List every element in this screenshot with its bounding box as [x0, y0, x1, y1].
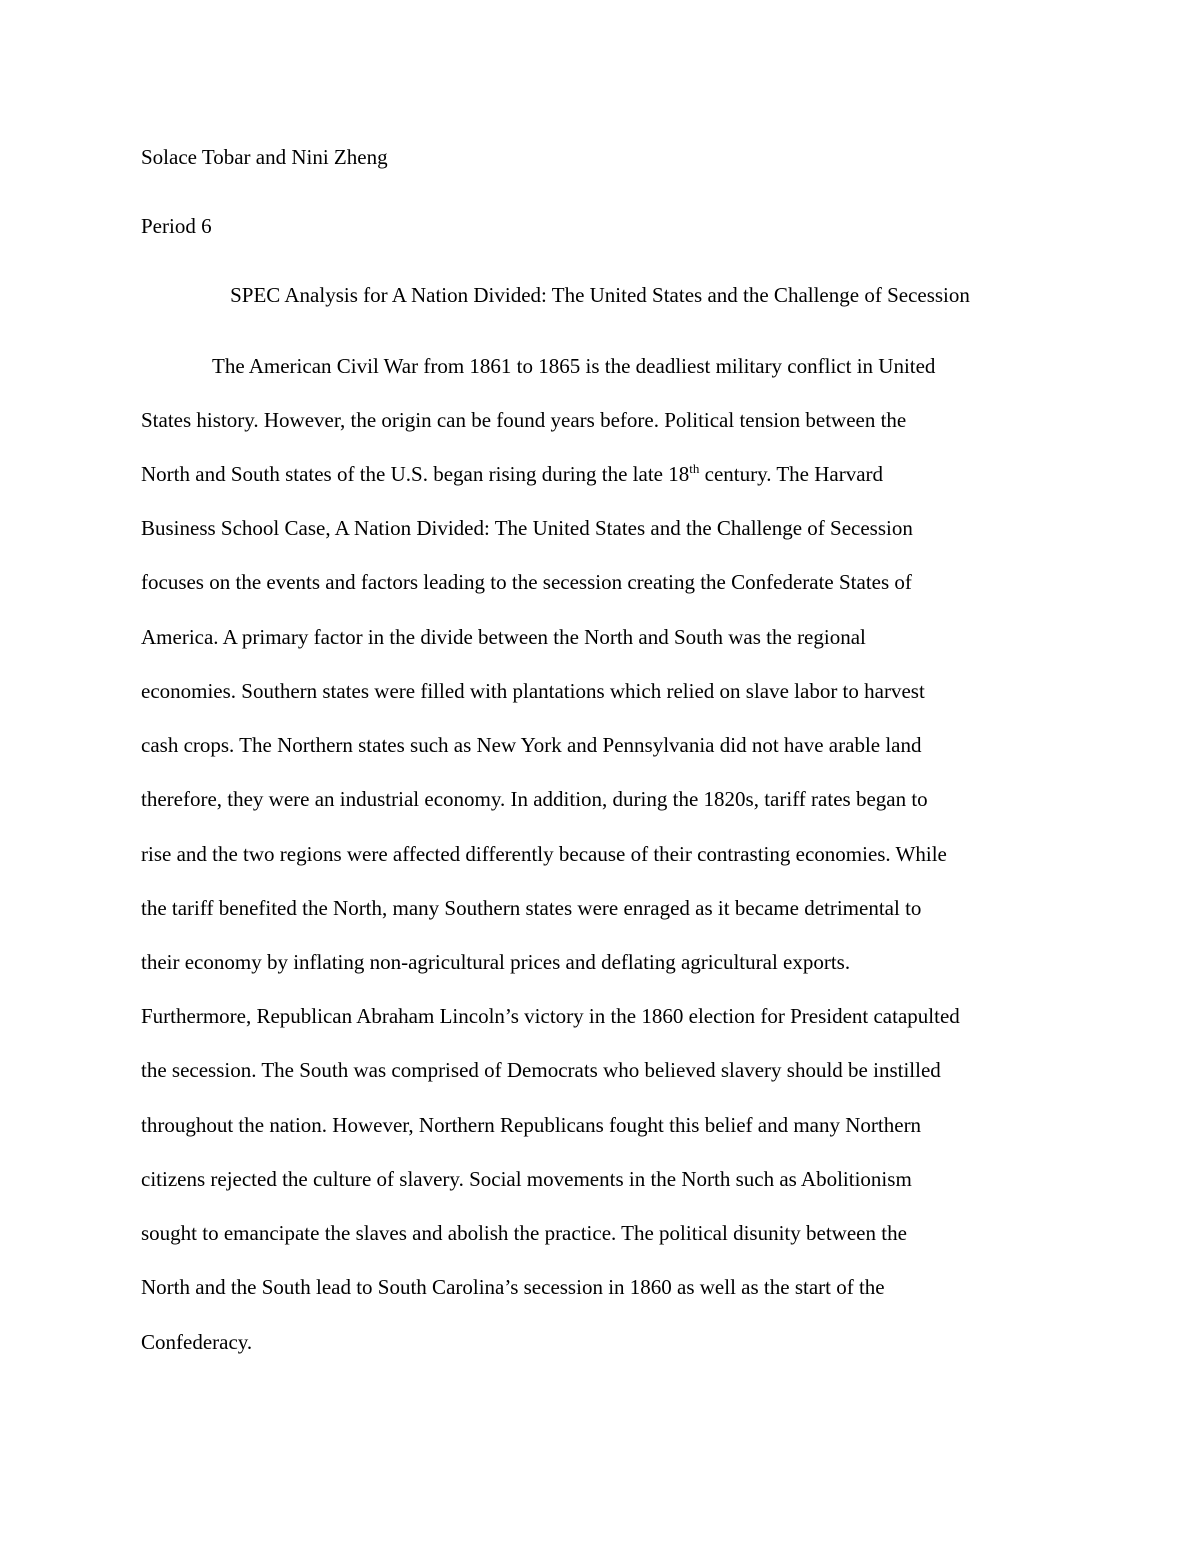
- document-title: SPEC Analysis for A Nation Divided: The United States and the Challenge of Secession: [230, 283, 970, 307]
- paragraph-line: North and the South lead to South Carolina’s secession in 1860 as well as the start of the: [141, 1275, 885, 1299]
- paragraph-line: States history. However, the origin can be found years before. Political tension between the: [141, 408, 907, 432]
- paragraph-line-text: North and South states of the U.S. began rising during the late 18: [141, 462, 690, 486]
- paragraph-line: The American Civil War from 1861 to 1865 is the deadliest military conflict in United: [212, 354, 936, 378]
- paragraph-line: sought to emancipate the slaves and abolish the practice. The political disunity between the: [141, 1221, 907, 1245]
- class-period: Period 6: [141, 214, 212, 238]
- paragraph-line: throughout the nation. However, Northern Republicans fought this belief and many Northern: [141, 1113, 922, 1137]
- paragraph-line: their economy by inflating non-agricultural prices and deflating agricultural exports.: [141, 950, 851, 974]
- author-names: Solace Tobar and Nini Zheng: [141, 145, 388, 169]
- paragraph-line: Business School Case, A Nation Divided: The United States and the Challenge of Secession: [141, 516, 913, 540]
- paragraph-line: cash crops. The Northern states such as New York and Pennsylvania did not have arable land: [141, 733, 922, 757]
- paragraph-line: [141, 461, 884, 486]
- paragraph-line: Furthermore, Republican Abraham Lincoln’s victory in the 1860 election for President catapulted: [141, 1004, 960, 1028]
- paragraph-line: citizens rejected the culture of slavery. Social movements in the North such as Abolitionism: [141, 1167, 912, 1191]
- paragraph-line: Confederacy.: [141, 1330, 253, 1354]
- ordinal-superscript: th: [689, 461, 700, 476]
- paragraph-line: America. A primary factor in the divide between the North and South was the regional: [141, 625, 866, 649]
- paragraph-line-tail: century. The Harvard: [699, 462, 884, 486]
- paragraph-line: therefore, they were an industrial economy. In addition, during the 1820s, tariff rates began to: [141, 787, 928, 811]
- paragraph-line: the tariff benefited the North, many Southern states were enraged as it became detrimental to: [141, 896, 922, 920]
- paragraph-line: focuses on the events and factors leading to the secession creating the Confederate States of: [141, 570, 912, 594]
- paragraph-line: rise and the two regions were affected differently because of their contrasting economies. While: [141, 842, 947, 866]
- paragraph-line: the secession. The South was comprised of Democrats who believed slavery should be instilled: [141, 1058, 941, 1082]
- paragraph-line: economies. Southern states were filled with plantations which relied on slave labor to harvest: [141, 679, 925, 703]
